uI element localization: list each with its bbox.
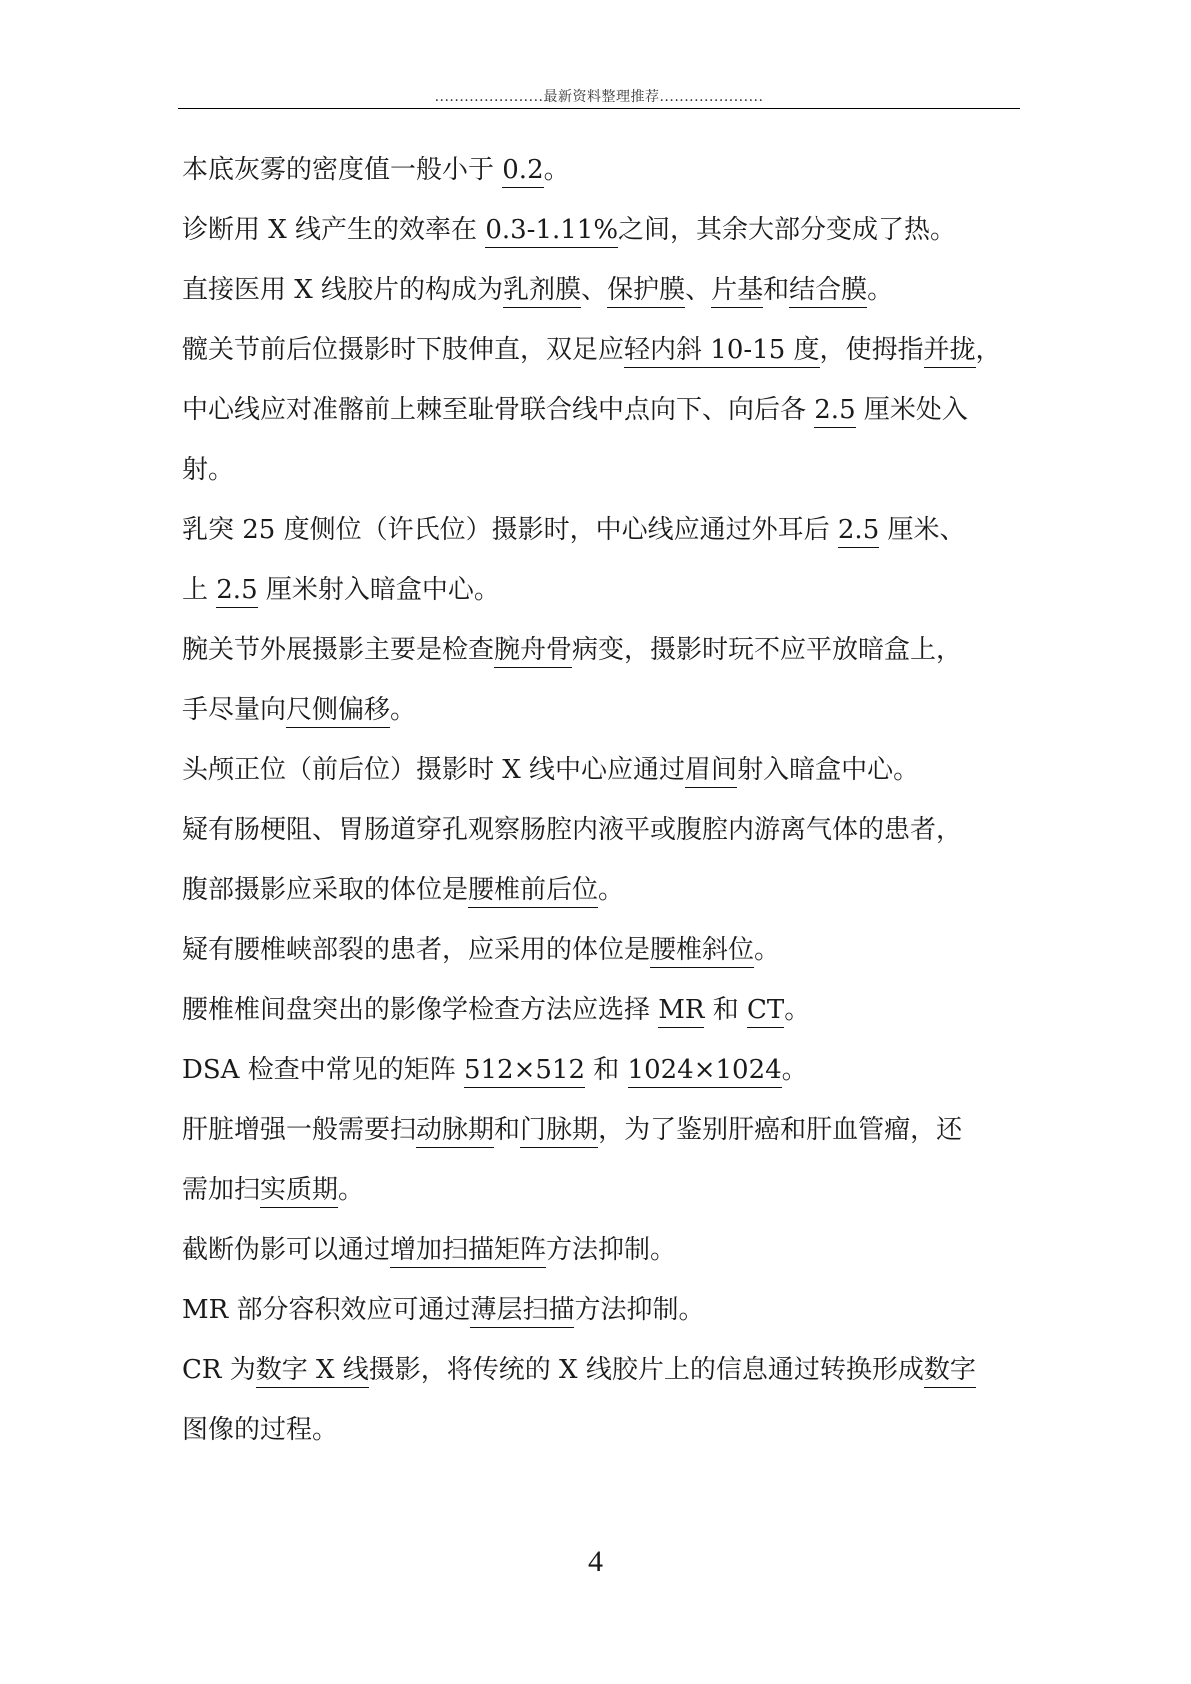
document-body	[182, 150, 1024, 1470]
text-line	[182, 630, 1024, 690]
text-line	[182, 390, 1024, 450]
underlined-answer: 0.3-1.11%	[485, 215, 618, 248]
text-segment: 腰椎椎间盘突出的影像学检查方法应选择	[182, 995, 659, 1025]
underlined-answer: 门脉期	[520, 1115, 598, 1148]
text-segment: 。	[390, 695, 417, 725]
text-segment: MR 部分容积效应可通过	[182, 1295, 471, 1325]
text-segment: 头颅正位（前后位）摄影时 X 线中心应通过	[182, 755, 686, 785]
underlined-answer: 2.5	[814, 395, 855, 428]
text-segment: 疑有肠梗阻、胃肠道穿孔观察肠腔内液平或腹腔内游离气体的患者，	[182, 815, 963, 845]
underlined-answer: 腰椎前后位	[468, 875, 598, 908]
underlined-answer: 0.2	[502, 155, 543, 188]
text-segment: 病变，摄影时玩不应平放暗盒上，	[572, 635, 963, 665]
underlined-answer: 轻内斜 10-15 度	[624, 335, 819, 368]
text-segment: 本底灰雾的密度值一般小于	[182, 155, 503, 185]
underlined-answer: 数字 X 线	[256, 1355, 369, 1388]
text-line	[182, 1230, 1024, 1290]
text-segment: 。	[598, 875, 625, 905]
header-divider	[178, 108, 1020, 109]
text-segment: ，为了鉴别肝癌和肝血管瘤，还	[598, 1115, 963, 1145]
text-line	[182, 330, 1024, 390]
text-line	[182, 1410, 1024, 1470]
page-header: ......................最新资料整理推荐.....................	[434, 89, 764, 105]
text-segment: DSA 检查中常见的矩阵	[182, 1055, 464, 1085]
text-line	[182, 690, 1024, 750]
text-segment: 诊断用 X 线产生的效率在	[182, 215, 486, 245]
text-segment: 。	[781, 1055, 808, 1085]
underlined-answer: 实质期	[260, 1175, 338, 1208]
underlined-answer: 片基	[711, 275, 763, 308]
text-segment: 髋关节前后位摄影时下肢伸直，双足应	[182, 335, 625, 365]
underlined-answer: 结合膜	[789, 275, 867, 308]
text-line	[182, 570, 1024, 630]
underlined-answer: 保护膜	[607, 275, 685, 308]
underlined-answer: CT	[747, 995, 784, 1028]
underlined-answer: 数字	[924, 1355, 976, 1388]
text-line	[182, 750, 1024, 810]
text-line	[182, 990, 1024, 1050]
underlined-answer: 乳剂膜	[503, 275, 581, 308]
text-segment: 摄影，将传统的 X 线胶片上的信息通过转换形成	[368, 1355, 924, 1385]
underlined-answer: MR	[658, 995, 704, 1028]
text-segment: 手尽量向	[182, 695, 287, 725]
text-line	[182, 450, 1024, 510]
text-segment: 。	[754, 935, 781, 965]
text-segment: 中心线应对准髂前上棘至耻骨联合线中点向下、向后各	[182, 395, 815, 425]
underlined-answer: 512×512	[464, 1055, 585, 1088]
text-line	[182, 210, 1024, 270]
text-line	[182, 1110, 1024, 1170]
text-segment: 、	[685, 275, 712, 305]
text-line	[182, 1290, 1024, 1350]
text-line	[182, 150, 1024, 210]
underlined-answer: 尺侧偏移	[286, 695, 390, 728]
underlined-answer: 薄层扫描	[470, 1295, 574, 1328]
text-segment: 腕关节外展摄影主要是检查	[182, 635, 495, 665]
text-segment: 上	[182, 575, 217, 605]
text-segment: 。	[784, 995, 811, 1025]
text-segment: 和	[763, 275, 790, 305]
text-line	[182, 1170, 1024, 1230]
text-segment: 之间，其余大部分变成了热。	[618, 215, 957, 245]
underlined-answer: 腰椎斜位	[650, 935, 754, 968]
text-segment: 图像的过程。	[182, 1415, 339, 1445]
underlined-answer: 增加扫描矩阵	[390, 1235, 546, 1268]
text-segment: 直接医用 X 线胶片的构成为	[182, 275, 504, 305]
text-segment: 腹部摄影应采取的体位是	[182, 875, 469, 905]
text-segment: 和	[494, 1115, 521, 1145]
text-segment: ，	[975, 335, 1002, 365]
text-segment: 截断伪影可以通过	[182, 1235, 391, 1265]
text-line	[182, 930, 1024, 990]
text-segment: 厘米处入	[855, 395, 968, 425]
text-segment: 方法抑制。	[546, 1235, 677, 1265]
text-line	[182, 1050, 1024, 1110]
text-segment: 射入暗盒中心。	[737, 755, 920, 785]
text-segment: 、	[581, 275, 608, 305]
text-segment: 需加扫	[182, 1175, 261, 1205]
text-line	[182, 810, 1024, 870]
text-segment: 。	[338, 1175, 365, 1205]
underlined-answer: 1024×1024	[628, 1055, 782, 1088]
text-segment: 厘米、	[879, 515, 966, 545]
text-segment: CR 为	[182, 1355, 256, 1385]
text-segment: ，使拇指	[819, 335, 924, 365]
underlined-answer: 眉间	[685, 755, 737, 788]
text-segment: 方法抑制。	[574, 1295, 705, 1325]
text-segment: 乳突 25 度侧位（许氏位）摄影时，中心线应通过外耳后	[182, 515, 838, 545]
text-line	[182, 1350, 1024, 1410]
text-segment: 。	[867, 275, 894, 305]
text-line	[182, 270, 1024, 330]
underlined-answer: 动脉期	[416, 1115, 494, 1148]
underlined-answer: 2.5	[838, 515, 879, 548]
text-segment: 厘米射入暗盒中心。	[257, 575, 500, 605]
page-number: 4	[588, 1545, 603, 1578]
text-line	[182, 510, 1024, 570]
text-segment: 和	[704, 995, 747, 1025]
underlined-answer: 并拢	[924, 335, 976, 368]
underlined-answer: 2.5	[216, 575, 257, 608]
text-segment: 肝脏增强一般需要扫	[182, 1115, 417, 1145]
text-segment: 。	[543, 155, 570, 185]
text-segment: 和	[585, 1055, 628, 1085]
text-segment: 疑有腰椎峡部裂的患者，应采用的体位是	[182, 935, 651, 965]
text-segment: 射。	[182, 455, 235, 485]
underlined-answer: 腕舟骨	[494, 635, 572, 668]
text-line	[182, 870, 1024, 930]
